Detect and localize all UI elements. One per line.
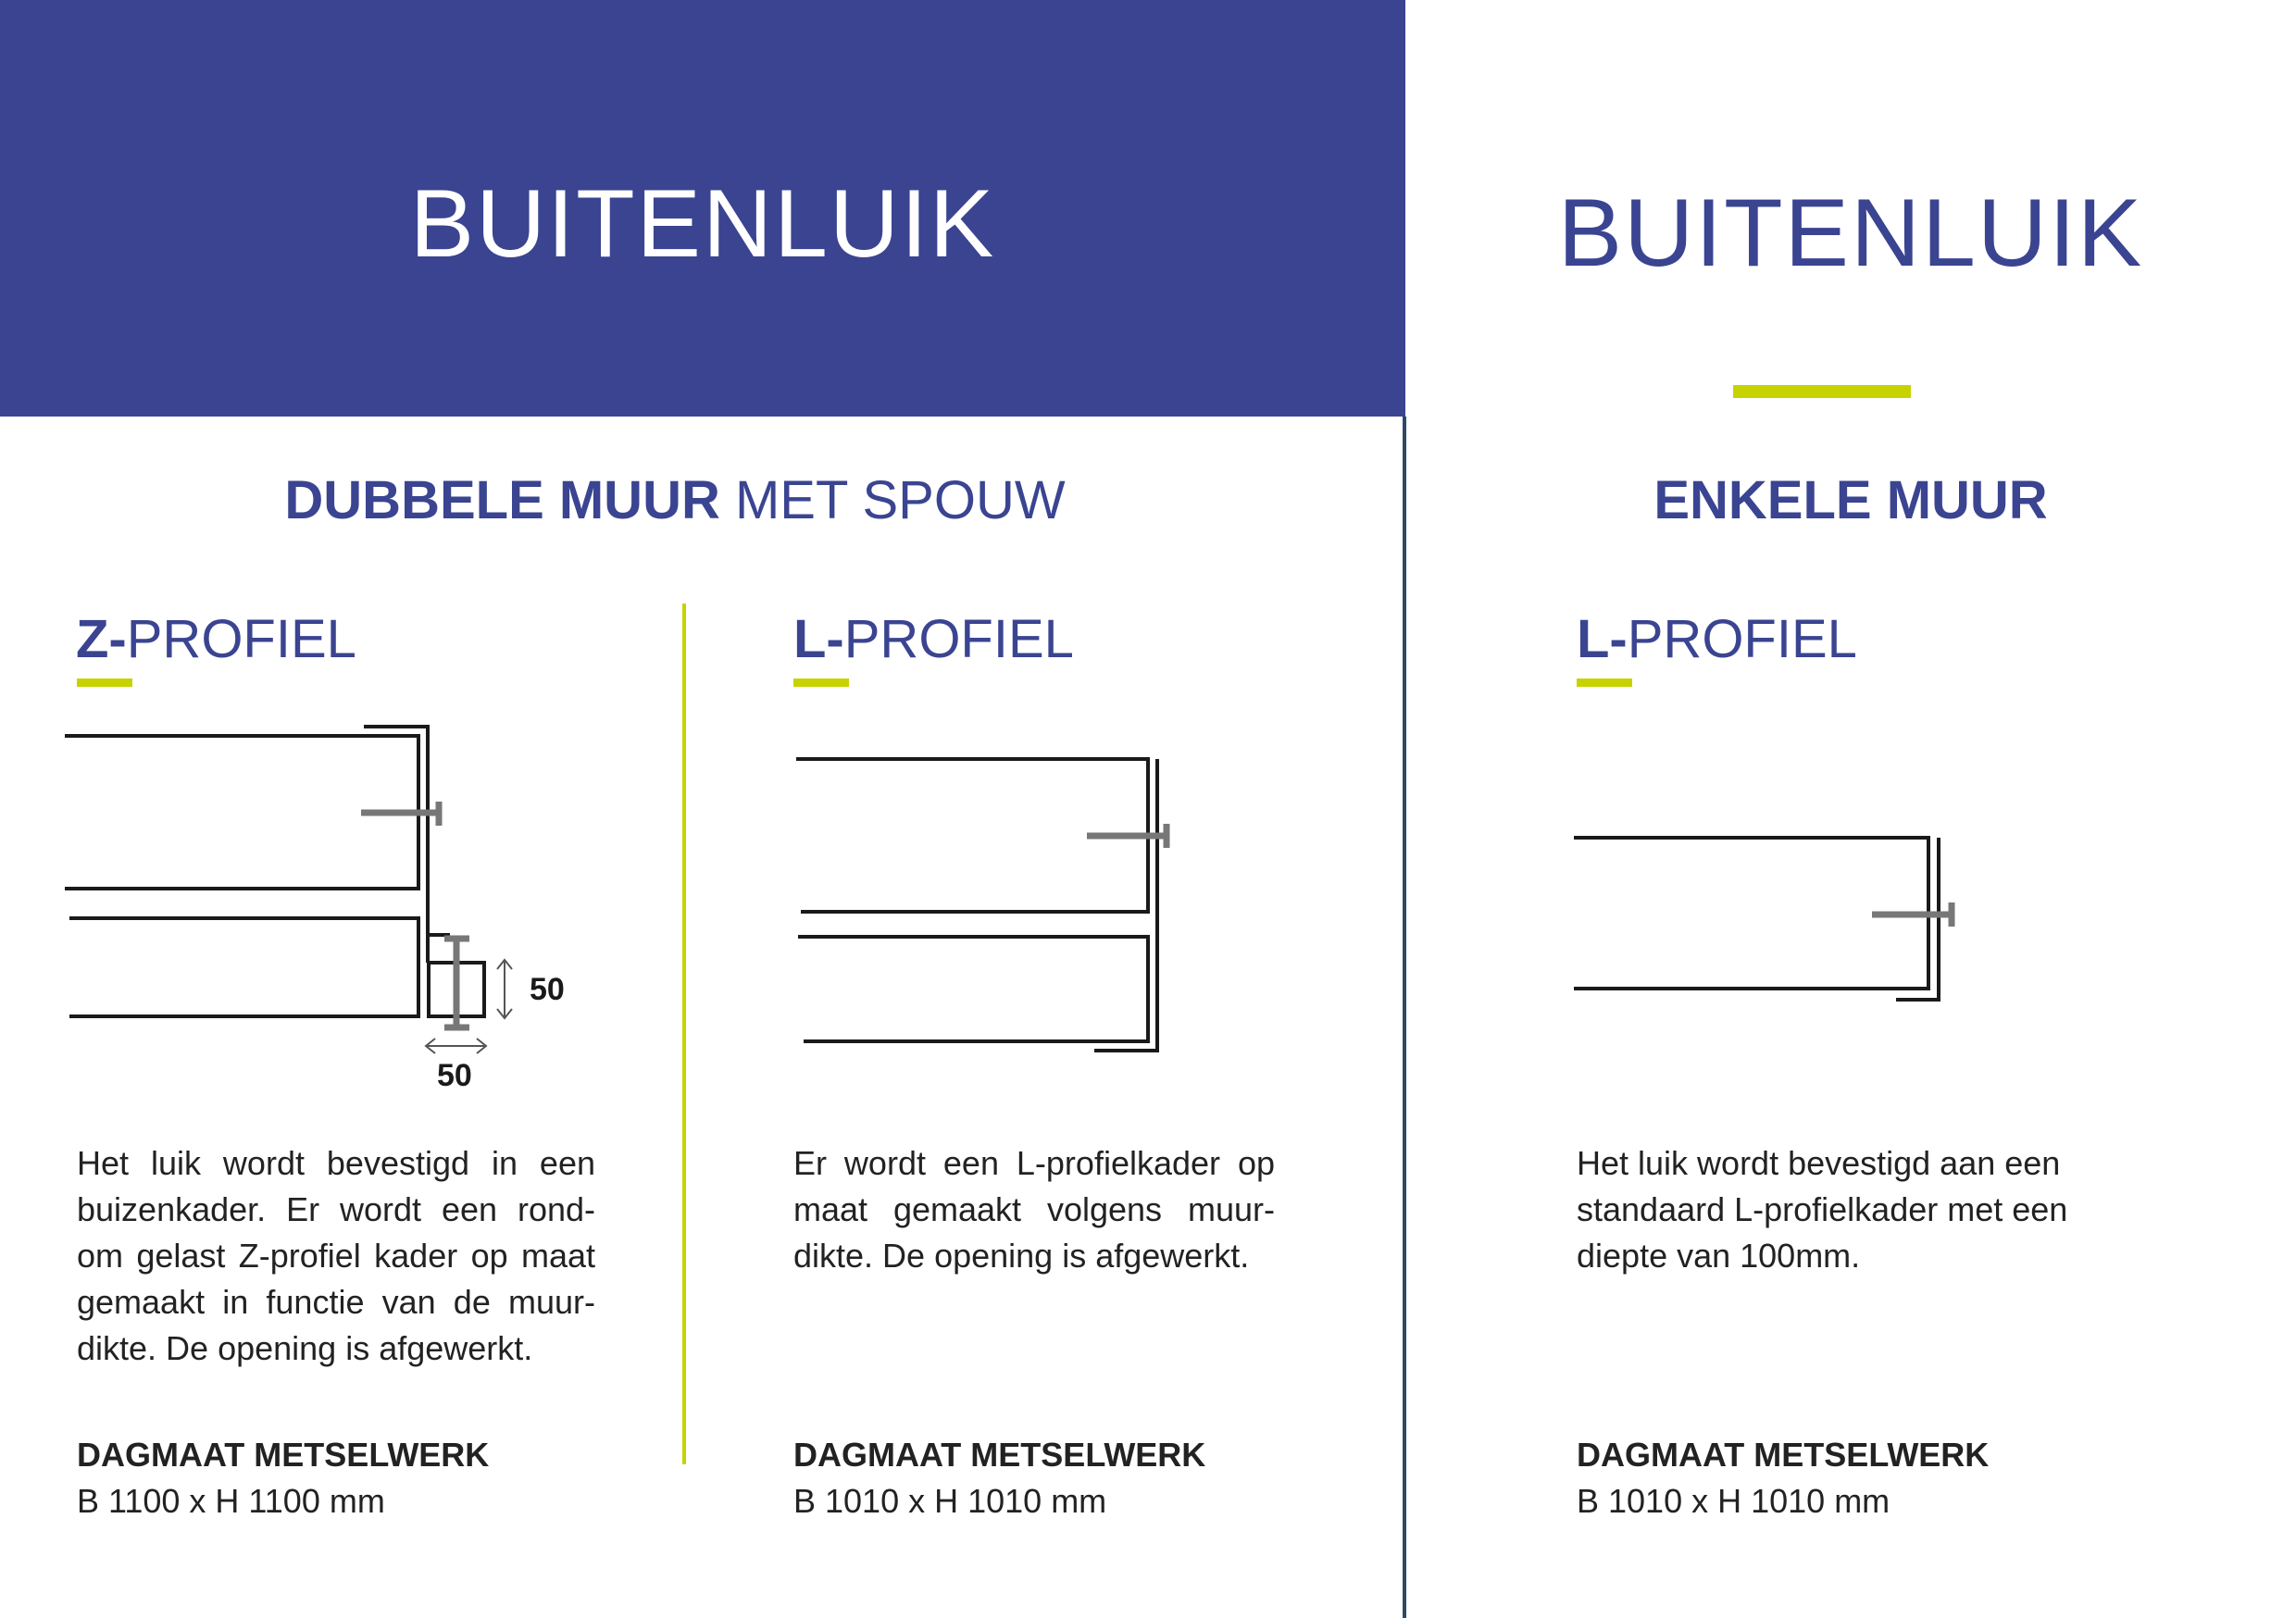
l-lower-wall xyxy=(798,937,1148,1041)
l-single-bolt-icon xyxy=(1872,902,1953,927)
l-profile-double-drawing xyxy=(796,759,1157,1051)
dagmaat-value: B 1010 x H 1010 mm xyxy=(1577,1482,1890,1520)
dagmaat-value: B 1010 x H 1010 mm xyxy=(793,1482,1107,1520)
dagmaat-label: DAGMAAT METSELWERK xyxy=(77,1436,490,1474)
left-subtitle-light: MET SPOUW xyxy=(734,470,1066,530)
dimension-label-horizontal: 50 xyxy=(437,1058,472,1093)
l-profile-single-dagmaat xyxy=(1577,1432,1989,1525)
l-profile-heading-double-light: PROFIEL xyxy=(843,609,1074,669)
z-profile-heading-bold: Z- xyxy=(76,609,127,669)
l-profile-double-dagmaat xyxy=(793,1432,1205,1525)
dagmaat-label: DAGMAAT METSELWERK xyxy=(793,1436,1206,1474)
left-subtitle-bold: DUBBELE MUUR xyxy=(284,470,720,530)
l-profile-heading-double-bold: L- xyxy=(793,609,844,669)
right-subtitle: ENKELE MUUR xyxy=(1653,470,2048,530)
l-profile-single-description: Het luik wordt bevestigd aan een standaard L-profielkader met een diepte van 100mm. xyxy=(1577,1144,2068,1275)
dagmaat-label: DAGMAAT METSELWERK xyxy=(1577,1436,1990,1474)
dimension-arrow-vertical xyxy=(497,960,512,1018)
dagmaat-value: B 1100 x H 1100 mm xyxy=(77,1482,385,1520)
z-profile-dagmaat xyxy=(77,1432,489,1525)
l-profile-double-description: Er wordt een L-profielkader op maat gemaakt volgens muur-dikte. De opening is afgewerkt. xyxy=(793,1144,1275,1275)
right-page-title: BUITENLUIK xyxy=(1557,180,2144,287)
z-profile-heading-light: PROFIEL xyxy=(126,609,356,669)
l-profile-heading-single-light: PROFIEL xyxy=(1627,609,1857,669)
z-profile-description: Het luik wordt bevestigd in een buizenkader. Er wordt een rond-om gelast Z-profiel kader op maat gemaakt in functie van de muur-dikte. De opening is afgewerkt. xyxy=(77,1144,595,1367)
z-profile-drawing xyxy=(65,727,484,1016)
left-page-title: BUITENLUIK xyxy=(409,170,996,278)
z-lower-wall xyxy=(69,918,418,1016)
dimension-label-vertical: 50 xyxy=(530,972,565,1007)
dimension-arrow-horizontal xyxy=(426,1039,486,1053)
l-profile-single-drawing xyxy=(1574,838,1939,1000)
l-profile-heading-single-bold: L- xyxy=(1577,609,1628,669)
z-frame-outer xyxy=(364,727,450,935)
l-frame-single xyxy=(1896,838,1939,1000)
